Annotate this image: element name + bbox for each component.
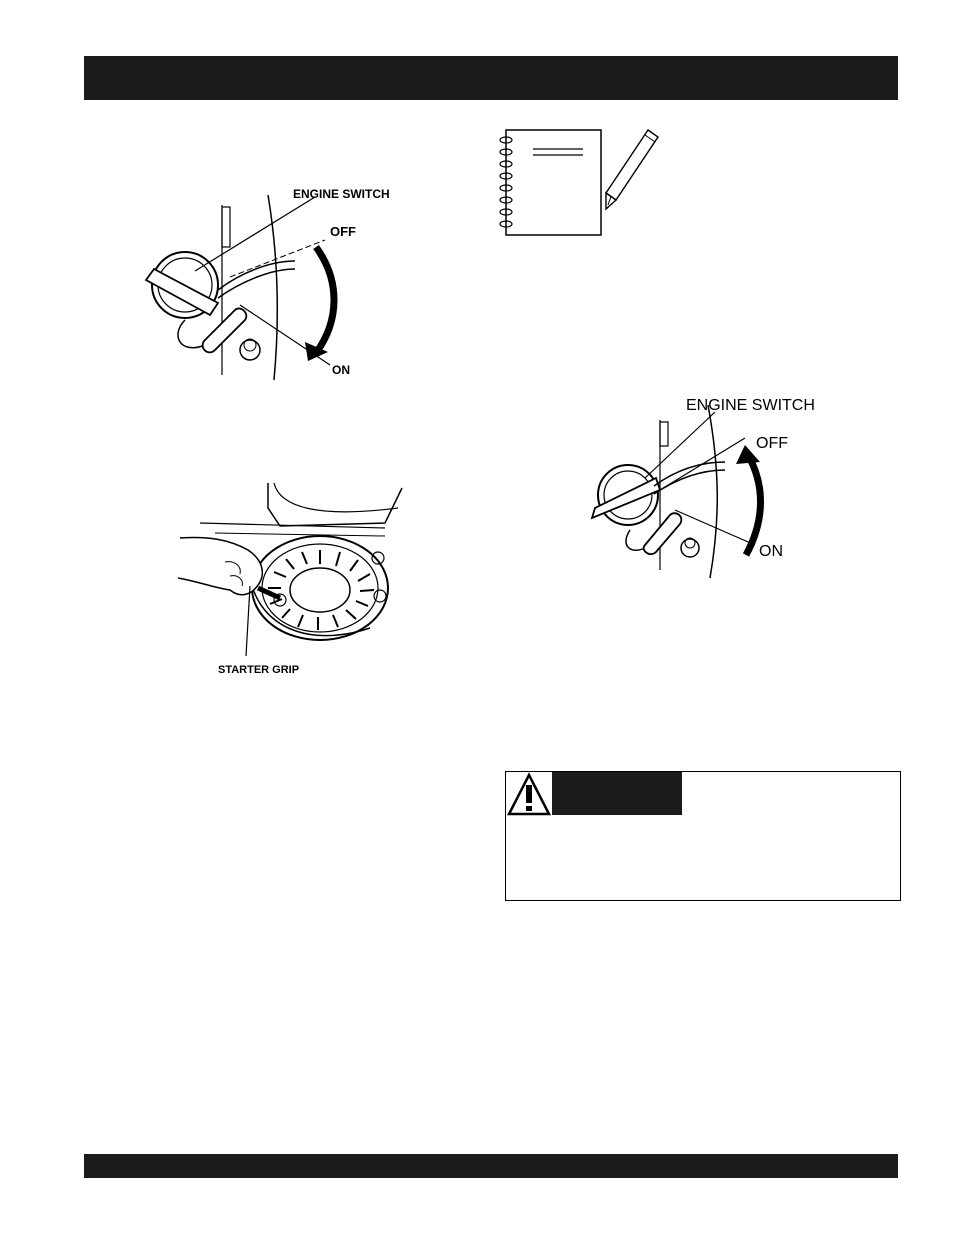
engine-switch-label: ENGINE SWITCH — [686, 397, 815, 414]
footer-bar — [84, 1154, 898, 1178]
engine-switch-label: ENGINE SWITCH — [293, 187, 390, 201]
header-bar — [84, 56, 898, 100]
off-label: OFF — [330, 224, 356, 239]
engine-switch-off-to-on-figure — [140, 185, 410, 385]
starter-grip-figure — [170, 478, 420, 678]
pencil-icon — [606, 130, 658, 209]
starter-grip-label: STARTER GRIP — [218, 664, 300, 676]
warning-box — [505, 771, 901, 901]
engine-switch-on-to-off-figure — [590, 390, 840, 580]
on-label: ON — [332, 363, 350, 377]
off-label: OFF — [756, 435, 788, 452]
notebook-icon — [498, 125, 663, 240]
on-label: ON — [759, 543, 783, 560]
exclamation-triangle-icon — [506, 772, 552, 818]
